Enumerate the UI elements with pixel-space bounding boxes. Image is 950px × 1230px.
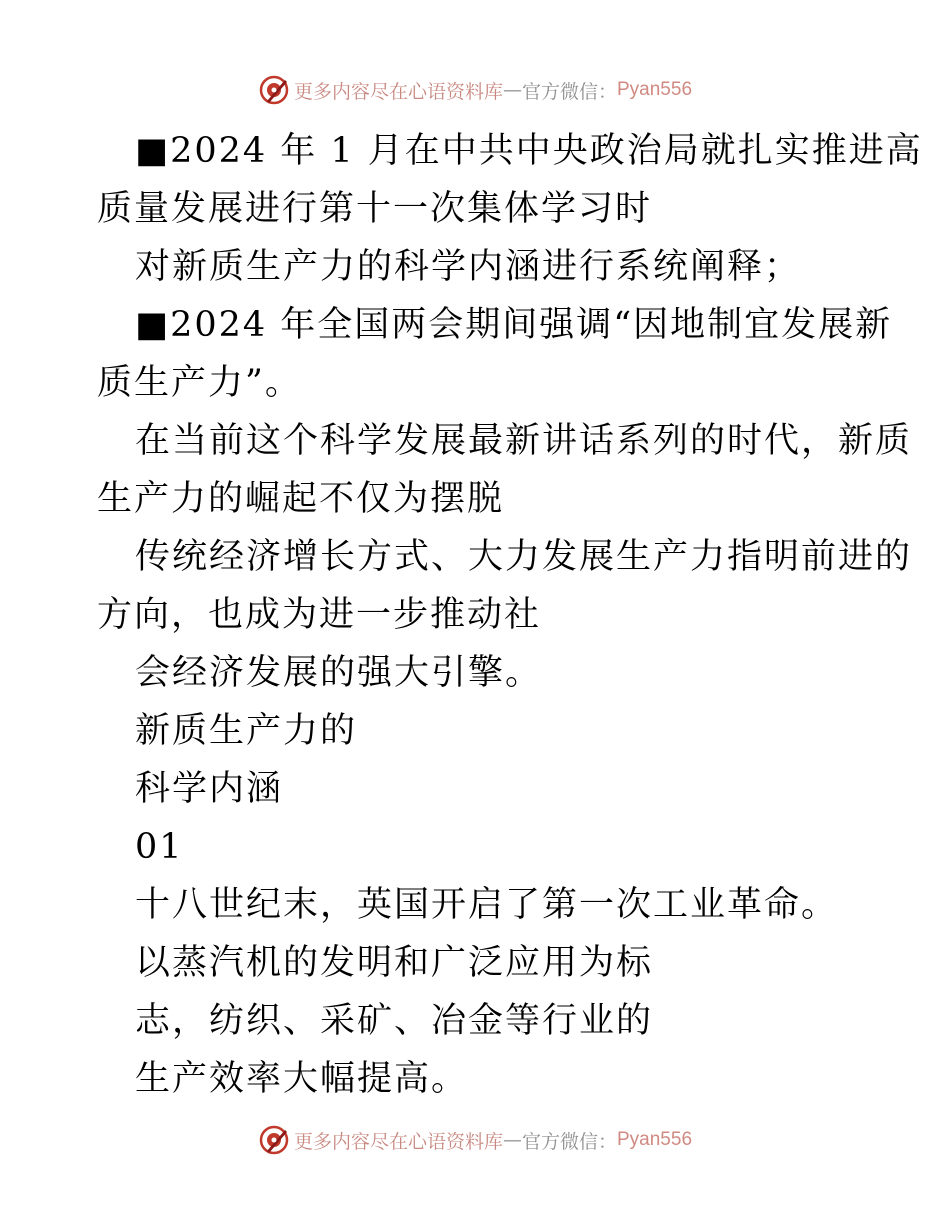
watermark-dash: — bbox=[502, 1129, 522, 1151]
section-heading: 新质生产力的 bbox=[135, 711, 358, 751]
text-line: 会经济发展的强大引擎。 bbox=[135, 653, 543, 693]
watermark-text: 更多内容尽在心语资料库 bbox=[293, 1130, 503, 1153]
section-number: 01 bbox=[135, 827, 184, 867]
watermark-wechat-label: 官方微信： bbox=[521, 80, 617, 103]
text-line: ■2024 年全国两会期间强调“因地制宜发展新 bbox=[135, 305, 893, 345]
text-line: 对新质生产力的科学内涵进行系统阐释； bbox=[135, 247, 802, 287]
document-body bbox=[97, 122, 923, 1108]
footer-watermark bbox=[0, 1122, 950, 1158]
pen-logo-icon bbox=[258, 74, 290, 106]
text-line: 生产效率大幅提高。 bbox=[135, 1059, 469, 1099]
text-line: 以蒸汽机的发明和广泛应用为标 bbox=[135, 943, 654, 983]
text-line: 方向，也成为进一步推动社 bbox=[97, 595, 542, 635]
watermark-wechat-id: Pyan556 bbox=[617, 79, 693, 100]
text-line: 在当前这个科学发展最新讲话系列的时代，新质 bbox=[135, 421, 913, 461]
header-watermark bbox=[0, 72, 950, 108]
section-heading: 科学内涵 bbox=[135, 769, 284, 809]
text-line: 传统经济增长方式、大力发展生产力指明前进的 bbox=[135, 537, 913, 577]
text-line: 十八世纪末，英国开启了第一次工业革命。 bbox=[135, 885, 839, 925]
text-line: 质量发展进行第十一次集体学习时 bbox=[97, 189, 653, 229]
watermark-wechat-label: 官方微信： bbox=[521, 1130, 617, 1153]
text-line: 志，纺织、采矿、冶金等行业的 bbox=[135, 1001, 654, 1041]
text-line: 生产力的崛起不仅为摆脱 bbox=[97, 479, 505, 519]
pen-logo-icon bbox=[258, 1124, 290, 1156]
text-line: 质生产力”。 bbox=[97, 363, 302, 403]
watermark-text: 更多内容尽在心语资料库 bbox=[293, 80, 503, 103]
watermark-dash: — bbox=[502, 79, 522, 101]
watermark-wechat-id: Pyan556 bbox=[617, 1129, 693, 1150]
text-line: ■2024 年 1 月在中共中央政治局就扎实推进高 bbox=[135, 131, 923, 171]
